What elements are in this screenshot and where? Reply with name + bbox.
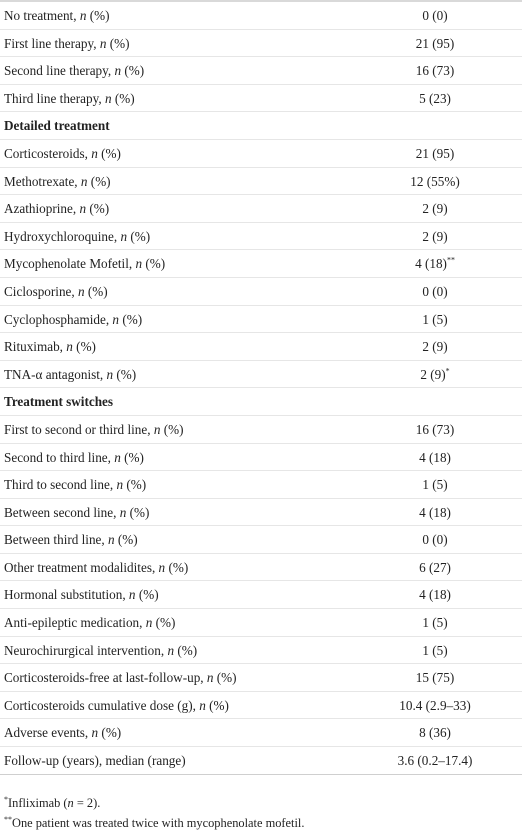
table-row: [0, 499, 522, 527]
row-label-n: n: [128, 587, 136, 603]
row-value-text: 0 (0): [422, 532, 448, 548]
row-label-unit: (%): [160, 421, 184, 437]
row-value-text: 10.4 (2.9–33): [399, 697, 471, 713]
row-label: [4, 306, 142, 334]
row-label-n: n: [206, 670, 214, 686]
row-label-n: n: [112, 311, 120, 327]
row-value-text: 4 (18): [419, 587, 451, 603]
table-row: [0, 444, 522, 472]
row-label-unit: (%): [135, 587, 159, 603]
row-label: [4, 361, 136, 389]
row-label-unit: (%): [213, 670, 237, 686]
row-label-n: n: [106, 366, 114, 382]
table-row: [0, 278, 522, 306]
table-row: [0, 664, 522, 692]
row-label: [4, 416, 183, 444]
row-label-n: n: [114, 63, 122, 79]
row-label-text: Hydroxychloroquine,: [4, 228, 121, 244]
row-value-text: 3.6 (0.2–17.4): [397, 753, 473, 769]
row-value: [348, 471, 522, 499]
row-value-text: 4 (18): [419, 504, 451, 520]
row-label-unit: (%): [165, 559, 189, 575]
row-label-text: Mycophenolate Mofetil,: [4, 256, 136, 272]
row-label-n: n: [120, 228, 128, 244]
row-label-unit: (%): [106, 35, 130, 51]
row-value-text: 2 (9): [422, 339, 448, 355]
table-row: [0, 57, 522, 85]
table-row: [0, 306, 522, 334]
table-row: [0, 30, 522, 58]
row-label: [4, 554, 188, 582]
row-value: [348, 499, 522, 527]
row-label-text: Anti-epileptic medication,: [4, 615, 146, 631]
row-label: [4, 278, 108, 306]
row-label: [4, 250, 165, 278]
table-row: [0, 140, 522, 168]
row-label-unit: (%): [121, 63, 145, 79]
row-label: [4, 499, 149, 527]
table-row: [0, 609, 522, 637]
row-value-text: 16 (73): [415, 421, 455, 437]
row-value: [348, 416, 522, 444]
row-label-n: n: [79, 8, 87, 23]
row-value-text: 12 (55%): [410, 173, 460, 189]
row-label-n: n: [116, 477, 124, 493]
row-label-unit: (%): [84, 283, 108, 299]
row-label: [4, 637, 197, 665]
row-label-text: Other treatment modalidites,: [4, 559, 159, 575]
footnote-text: Infliximab (: [8, 796, 68, 810]
row-value-text: 4 (18): [415, 256, 447, 272]
row-label: [4, 85, 135, 113]
row-label-unit: (%): [113, 366, 137, 382]
row-label-n: n: [78, 283, 85, 299]
row-value: [348, 85, 522, 113]
row-value-text: 2 (9): [422, 228, 448, 244]
row-value: [348, 664, 522, 692]
row-label-n: n: [167, 642, 175, 658]
row-label-unit: (%): [120, 449, 144, 465]
footnote: [4, 793, 518, 813]
row-label: [4, 140, 121, 168]
row-value: [348, 333, 522, 361]
row-value: [348, 361, 522, 389]
table-row: [0, 581, 522, 609]
row-label-text: No treatment,: [4, 8, 80, 23]
footnote-text: One patient was treated twice with mycophenolate mofetil.: [12, 816, 305, 830]
row-label-text: Cyclophosphamide,: [4, 311, 113, 327]
row-label-unit: (%): [97, 145, 121, 161]
row-label-n: n: [80, 173, 88, 189]
row-label-unit: (%): [119, 311, 143, 327]
row-label-unit: (%): [126, 504, 150, 520]
row-label-unit: (%): [72, 339, 96, 355]
table-body: [0, 2, 522, 775]
row-label-n: n: [153, 421, 161, 437]
row-label-text: Third line therapy,: [4, 90, 105, 106]
row-label-unit: (%): [114, 532, 138, 548]
table-row: [0, 85, 522, 113]
row-label: [4, 57, 144, 85]
table-row: [0, 2, 522, 30]
row-label-text: Corticosteroids,: [4, 145, 92, 161]
row-value-text: 2 (9): [422, 201, 448, 217]
row-label-n: n: [114, 449, 121, 465]
row-value: [348, 719, 522, 747]
table-row: [0, 333, 522, 361]
row-value-text: 16 (73): [415, 63, 455, 79]
row-label-n: n: [79, 201, 87, 217]
row-label-n: n: [158, 559, 166, 575]
row-label: [4, 223, 150, 251]
row-label-n: n: [199, 697, 206, 713]
table-row: [0, 416, 522, 444]
row-label-n: n: [66, 339, 73, 355]
row-value: [348, 444, 522, 472]
row-label: [4, 719, 121, 747]
row-label: [4, 195, 109, 223]
table-row: [0, 747, 522, 775]
row-value-text: 6 (27): [419, 559, 451, 575]
footnote: [4, 813, 518, 833]
row-label-text: Between third line,: [4, 532, 109, 548]
row-value: [348, 581, 522, 609]
row-value-text: 8 (36): [419, 725, 451, 741]
row-label-text: Adverse events,: [4, 725, 92, 741]
row-label-unit: (%): [87, 173, 111, 189]
table-row: [0, 637, 522, 665]
row-label-text: Azathioprine,: [4, 201, 80, 217]
table-row: [0, 168, 522, 196]
table-row: [0, 554, 522, 582]
footnote-marker: **: [446, 255, 455, 265]
row-value-text: 4 (18): [419, 449, 451, 465]
row-label-n: n: [91, 145, 98, 161]
row-value-text: 21 (95): [415, 35, 455, 51]
row-label-unit: (%): [174, 642, 198, 658]
row-label-text: Neurochirurgical intervention,: [4, 642, 168, 658]
table-footnotes: [4, 793, 518, 833]
row-label: [4, 471, 146, 499]
row-label-text: First to second or third line,: [4, 421, 154, 437]
row-label-n: n: [145, 615, 153, 631]
row-value: [348, 168, 522, 196]
row-label: [4, 526, 138, 554]
row-label-unit: (%): [205, 697, 229, 713]
section-header-row: [0, 112, 522, 140]
row-value: [348, 140, 522, 168]
table-row: [0, 471, 522, 499]
row-label-text: Between second line,: [4, 504, 120, 520]
row-value-text: 5 (23): [419, 90, 451, 106]
row-label-n: n: [135, 256, 143, 272]
row-label-text: Corticosteroids cumulative dose (g),: [4, 697, 200, 713]
row-value: [348, 57, 522, 85]
row-label: [4, 692, 229, 720]
section-title: Detailed treatment: [4, 118, 110, 134]
section-header-row: [0, 388, 522, 416]
row-label-n: n: [99, 35, 107, 51]
row-value: [348, 306, 522, 334]
row-label: [4, 581, 159, 609]
row-value: [348, 2, 522, 30]
row-label-text: Third to second line,: [4, 477, 117, 493]
row-label-text: Methotrexate,: [4, 173, 81, 189]
row-label-text: TNA-α antagonist,: [4, 366, 107, 382]
row-label: [4, 30, 130, 58]
table-row: [0, 361, 522, 389]
row-value-text: 15 (75): [415, 670, 455, 686]
row-label-text: Second line therapy,: [4, 63, 115, 79]
footnote-marker: *: [445, 366, 450, 376]
table-row: [0, 719, 522, 747]
row-value: [348, 747, 522, 775]
row-label-unit: (%): [142, 256, 166, 272]
footnote-italic: n: [67, 796, 74, 810]
row-label-unit: (%): [123, 477, 147, 493]
row-label-n: n: [108, 532, 115, 548]
row-value: [348, 526, 522, 554]
row-value-text: 21 (95): [415, 145, 455, 161]
row-label: [4, 609, 175, 637]
row-value-text: 1 (5): [422, 311, 448, 327]
row-value: [348, 278, 522, 306]
row-label-unit: (%): [86, 8, 110, 23]
row-value: [348, 554, 522, 582]
row-label-text: Rituximab,: [4, 339, 67, 355]
row-label: [4, 444, 144, 472]
row-label-text: Corticosteroids-free at last-follow-up,: [4, 670, 207, 686]
table-row: [0, 223, 522, 251]
table-row: [0, 526, 522, 554]
footnote-marker: *: [4, 794, 8, 804]
footnote-text-end: = 2).: [73, 796, 101, 810]
row-value: [348, 30, 522, 58]
row-label-text: First line therapy,: [4, 35, 100, 51]
row-label-text: Hormonal substitution,: [4, 587, 129, 603]
row-label: [4, 664, 237, 692]
table-row: [0, 692, 522, 720]
table-row: [0, 250, 522, 278]
row-label-n: n: [104, 90, 112, 106]
section-title: Treatment switches: [4, 394, 114, 410]
row-label-n: n: [119, 504, 127, 520]
row-label-unit: (%): [86, 201, 110, 217]
row-value: [348, 250, 522, 278]
row-value-text: 2 (9): [420, 366, 446, 382]
row-value: [348, 637, 522, 665]
row-label-text: Follow-up (years), median (range): [4, 753, 186, 769]
row-label-unit: (%): [127, 228, 151, 244]
footnote-marker: **: [4, 814, 12, 824]
row-value: [348, 609, 522, 637]
row-label-unit: (%): [111, 90, 135, 106]
row-value-text: 1 (5): [422, 477, 448, 493]
row-label: [4, 747, 186, 775]
row-label-n: n: [91, 725, 99, 741]
row-value-text: 0 (0): [422, 8, 448, 23]
row-value: [348, 195, 522, 223]
row-label: [4, 2, 109, 30]
row-label-text: Ciclosporine,: [4, 283, 78, 299]
table-row: [0, 195, 522, 223]
row-value: [348, 223, 522, 251]
row-value-text: 0 (0): [422, 283, 448, 299]
row-label-unit: (%): [98, 725, 122, 741]
row-label-text: Second to third line,: [4, 449, 115, 465]
row-label: [4, 168, 111, 196]
row-value: [348, 692, 522, 720]
row-value-text: 1 (5): [422, 615, 448, 631]
row-value-text: 1 (5): [422, 642, 448, 658]
row-label: [4, 333, 96, 361]
row-label-unit: (%): [152, 615, 176, 631]
